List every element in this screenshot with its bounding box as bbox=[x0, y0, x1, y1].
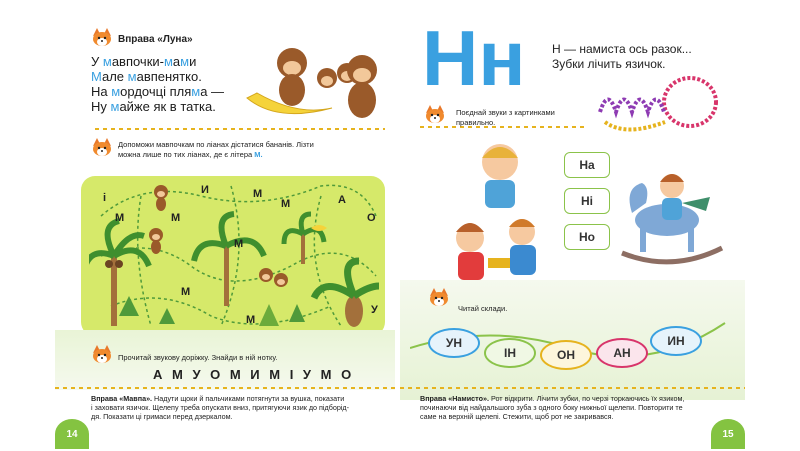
bead-syllable: ОН bbox=[540, 340, 592, 370]
maze-letter: М bbox=[253, 188, 263, 200]
poem bbox=[91, 54, 224, 114]
maze-letter: М bbox=[115, 212, 125, 224]
maze-letter: А bbox=[338, 194, 346, 206]
poem-text: м bbox=[110, 99, 120, 114]
poem-text: м bbox=[163, 54, 173, 69]
poem-text: На bbox=[91, 84, 112, 99]
decorative-divider bbox=[400, 385, 745, 391]
poem-text: а bbox=[172, 54, 181, 69]
poem-text: Ну bbox=[91, 99, 111, 114]
page-number: 14 bbox=[55, 419, 89, 449]
syllable-box: Ні bbox=[564, 188, 610, 214]
poem-text: М bbox=[91, 69, 102, 84]
bead-syllable: АН bbox=[596, 338, 648, 368]
syllable-box: На bbox=[564, 152, 610, 178]
maze-letter: У bbox=[371, 304, 378, 316]
poem-text: м bbox=[191, 84, 201, 99]
syllable-box: Но bbox=[564, 224, 610, 250]
rocking-horse-illustration bbox=[612, 158, 732, 268]
page-number: 15 bbox=[711, 419, 745, 449]
maze-monkeys-illustration bbox=[131, 180, 371, 300]
sound-path: А М У О М И М І У М О bbox=[153, 367, 355, 382]
maze-letter: М bbox=[171, 212, 181, 224]
maze-letter: М bbox=[234, 238, 244, 250]
poem-text: айже як в татка. bbox=[119, 99, 216, 114]
bead-syllable: ІН bbox=[484, 338, 536, 368]
necklace-illustration bbox=[580, 72, 720, 142]
poem-text: а — bbox=[200, 84, 225, 99]
maze-area bbox=[81, 176, 385, 336]
poem-line bbox=[91, 69, 224, 84]
poem-text: и bbox=[189, 54, 197, 69]
decorative-divider bbox=[95, 126, 385, 132]
poem-text: м bbox=[111, 84, 121, 99]
poem-line bbox=[91, 99, 224, 114]
maze-instruction: Допоможи мавпочкам по ліанах дістатися бананів. Лізти можна лише по тих ліанах, де є літера М. bbox=[118, 140, 314, 159]
maze-letter: М bbox=[246, 314, 256, 326]
fox-icon bbox=[91, 345, 113, 365]
exercise-footer: Вправа «Намисто». Рот відкрити. Лічити зубки, по черзі торкаючись їх язиком, починаючи від найдальшого зуба з одного боку нижньої щелепи. Повторити те саме на верхній щелепі. Стежити, щоб рот не закривався. bbox=[420, 394, 685, 421]
maze-letter: М bbox=[181, 286, 191, 298]
poem-text: м bbox=[127, 69, 137, 84]
right-page bbox=[400, 0, 745, 449]
children-illustration bbox=[440, 140, 560, 290]
maze-letter: М bbox=[281, 198, 291, 210]
poem-line bbox=[91, 84, 224, 99]
sound-path-instruction: Прочитай звукову доріжку. Знайди в ній нотку. bbox=[118, 353, 278, 362]
fox-icon bbox=[424, 105, 446, 125]
poem-text: м bbox=[102, 54, 112, 69]
bead-syllable: ИН bbox=[650, 326, 702, 356]
exercise-footer: Вправа «Мавпа». Надути щоки й пальчиками потягнути за вушка, показати і заховати язичок. Щелепу треба опускати вниз, притягуючи язик до підборід- дя. Показати ці гримаси перед дзеркалом. bbox=[91, 394, 350, 421]
maze-letter: і bbox=[103, 192, 107, 204]
poem-text: м bbox=[180, 54, 190, 69]
poem-text: авпенятко. bbox=[136, 69, 202, 84]
exercise-title: Вправа «Луна» bbox=[118, 34, 193, 45]
poem-text: У bbox=[91, 54, 103, 69]
decorative-divider bbox=[55, 385, 395, 391]
poem-text: авпочки- bbox=[111, 54, 164, 69]
rhyme: Н — намиста ось разок... Зубки лічить язичок. bbox=[552, 42, 692, 71]
monkeys-with-banana-illustration bbox=[237, 28, 387, 123]
match-instruction: Поєднай звуки з картинками правильно. bbox=[456, 108, 555, 127]
fox-icon bbox=[91, 138, 113, 158]
poem-text: ордочці пля bbox=[120, 84, 192, 99]
maze-letter: О bbox=[367, 212, 376, 224]
fox-icon bbox=[428, 288, 450, 308]
fox-icon bbox=[91, 28, 113, 48]
big-letters: Нн bbox=[422, 14, 526, 102]
poem-line bbox=[91, 54, 224, 69]
left-page bbox=[55, 0, 395, 449]
maze-letter: И bbox=[201, 184, 209, 196]
bead-syllable: УН bbox=[428, 328, 480, 358]
read-instruction: Читай склади. bbox=[458, 304, 508, 313]
poem-text: але bbox=[101, 69, 128, 84]
